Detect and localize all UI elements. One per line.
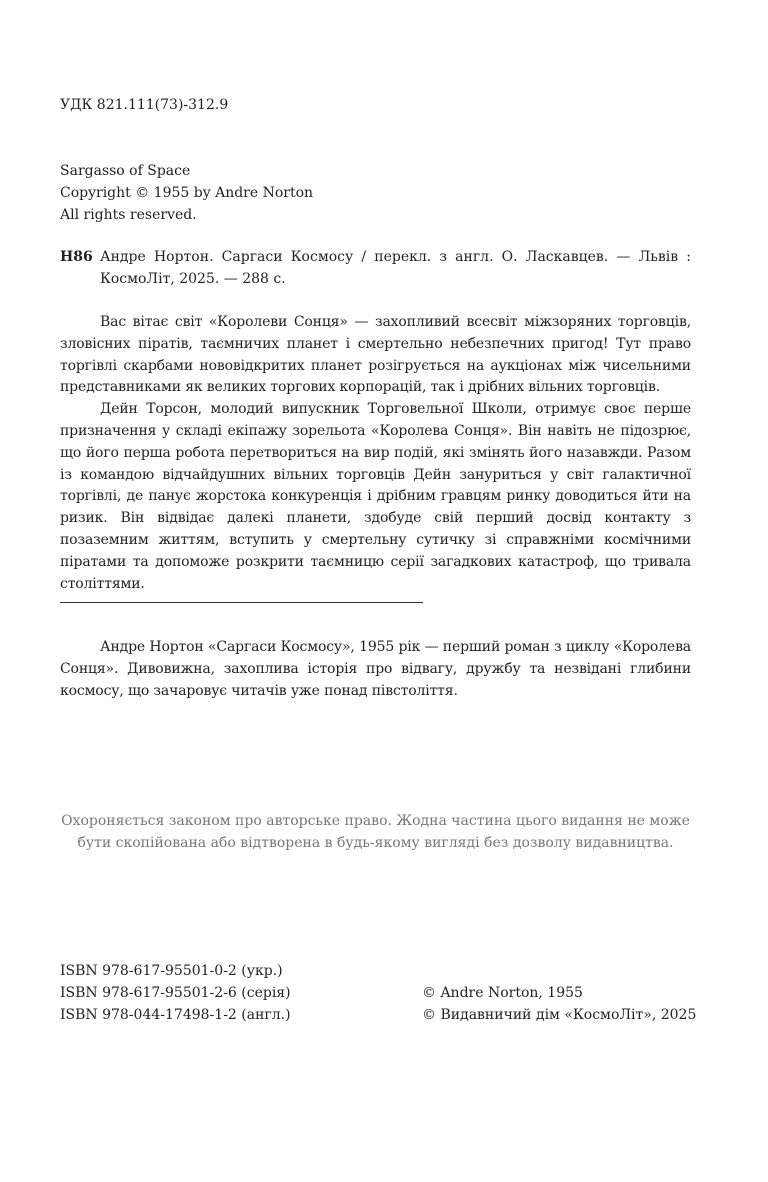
copyright-line: © Видавничий дім «КосмоЛіт», 2025 [422,1007,697,1023]
annotation [60,312,691,595]
udc-code: УДК 821.111(73)-312.9 [60,97,229,113]
isbn-line: ISBN 978-044-17498-1-2 (англ.) [60,1007,291,1023]
isbn-list [60,960,291,1026]
original-edition-info [60,160,313,226]
author-sign: Н86 [60,249,93,265]
book-note [60,636,691,702]
divider [60,602,423,603]
original-title: Sargasso of Space [60,163,191,179]
isbn-line: ISBN 978-617-95501-2-6 (серія) [60,985,291,1001]
bibliographic-description: Андре Нортон. Саргаси Космосу / перекл. з англ. О. Ласкавцев. — Львів : КосмоЛіт, 2025. — 288 с. [100,249,691,287]
copyright-holders [422,982,696,1026]
copyright-line: © Andre Norton, 1955 [422,985,583,1001]
copyright-page [60,0,697,1182]
annotation-paragraph: Вас вітає світ «Королеви Сонця» — захопливий всесвіт міжзоряних торговців, зловісних піратів, таємничих планет і смертельно небезпечних пригод! Тут право торгівлі скарбами нововідкритих планет розігрується на аукціонах між чисельними представниками як великих торгових корпорацій, так і дрібних вільних торговців. [60,314,691,396]
annotation-paragraph: Дейн Торсон, молодий випускник Торговельної Школи, отримує своє перше призначення у складі екіпажу зорельота «Королева Сонця». Він навіть не підозрює, що його перша робота перетвориться на вир подій, які змінять його назавжди. Разом із командою відчайдушних вільних торговців Дейн зануриться у світ галактичної торгівлі, де панує жорстока конкуренція і дрібним гравцям ринку доводиться йти на ризик. Він відвідає далекі планети, здобуде свій перший досвід контакту з позаземним життям, вступить у смертельну сутичку зі справжніми космічними піратами та допоможе розкрити таємницю серії загадкових катастроф, що тривала століттями. [60,401,691,592]
isbn-line: ISBN 978-617-95501-0-2 (укр.) [60,963,283,979]
bibliographic-record [60,246,691,290]
book-note-text: Андре Нортон «Саргаси Космосу», 1955 рік — перший роман з циклу «Королева Сонця». Дивовижна, захоплива історія про відвагу, дружбу та незвідані глибини космосу, що зачаровує читачів уже понад півстоліття. [60,639,691,699]
copyright-protection-notice: Охороняється законом про авторське право. Жодна частина цього видання не може бути скопійована або відтворена в будь-якому вигляді без дозволу видавництва. [61,813,690,851]
rights-reserved: All rights reserved. [60,207,197,223]
original-copyright: Copyright © 1955 by Andre Norton [60,185,314,201]
